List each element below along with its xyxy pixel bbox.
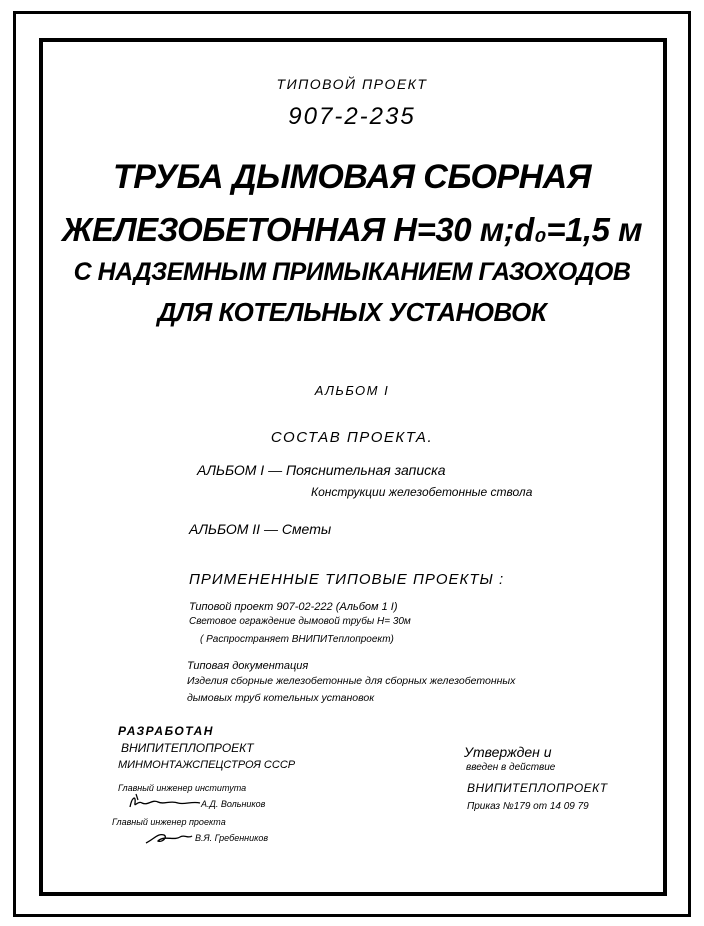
approval-order: Приказ №179 от 14 09 79 <box>467 801 589 812</box>
applied-project-line: Типовой проект 907-02-222 (Альбом 1 I) <box>189 601 398 613</box>
album-number: АЛЬБОМ I <box>314 383 390 398</box>
chief-engineer-role: Главный инженер института <box>118 783 247 793</box>
signature-1 <box>126 791 204 811</box>
approved-label: Утвержден и <box>464 744 552 760</box>
header-label: ТИПОВОЙ ПРОЕКТ <box>276 76 428 92</box>
album2-line: АЛЬБОМ II — Сметы <box>189 521 332 537</box>
album1-line: АЛЬБОМ I — Пояснительная записка <box>197 462 446 478</box>
approved-enacted: введен в действие <box>466 762 556 773</box>
developer-ministry: МИНМОНТАЖСПЕЦСТРОЯ СССР <box>118 759 296 771</box>
signature-2 <box>144 829 194 847</box>
title-line-2: ЖЕЛЕЗОБЕТОННАЯ Н=30 м;d₀=1,5 м <box>61 211 643 248</box>
title-line-3: С НАДЗЕМНЫМ ПРИМЫКАНИЕМ ГАЗОХОДОВ <box>73 258 631 286</box>
applied-projects-heading: ПРИМЕНЕННЫЕ ТИПОВЫЕ ПРОЕКТЫ : <box>189 571 505 588</box>
approving-organization: ВНИПИТЕПЛОПРОЕКТ <box>467 781 608 795</box>
developed-heading: РАЗРАБОТАН <box>118 724 214 738</box>
album1-continuation: Конструкции железобетонные ствола <box>311 485 533 499</box>
chief-project-engineer-name: В.Я. Гребенников <box>195 833 269 843</box>
applied-project-line: ( Распространяет ВНИПИТеплопроект) <box>200 634 394 645</box>
chief-engineer-name: А.Д. Вольников <box>201 799 266 809</box>
applied-project-line: Световое ограждение дымовой трубы Н= 30м <box>189 616 411 627</box>
developer-organization: ВНИПИТЕПЛОПРОЕКТ <box>121 741 254 755</box>
project-number: 907-2-235 <box>288 103 416 130</box>
applied-project-line: Изделия сборные железобетонные для сборных железобетонных <box>187 675 516 687</box>
composition-heading: СОСТАВ ПРОЕКТА. <box>270 429 434 446</box>
applied-project-line: дымовых труб котельных установок <box>187 692 375 704</box>
title-line-4: ДЛЯ КОТЕЛЬНЫХ УСТАНОВОК <box>157 297 547 327</box>
title-line-1: ТРУБА ДЫМОВАЯ СБОРНАЯ <box>112 158 592 196</box>
chief-project-engineer-role: Главный инженер проекта <box>112 817 226 827</box>
applied-project-line: Типовая документация <box>187 660 309 672</box>
